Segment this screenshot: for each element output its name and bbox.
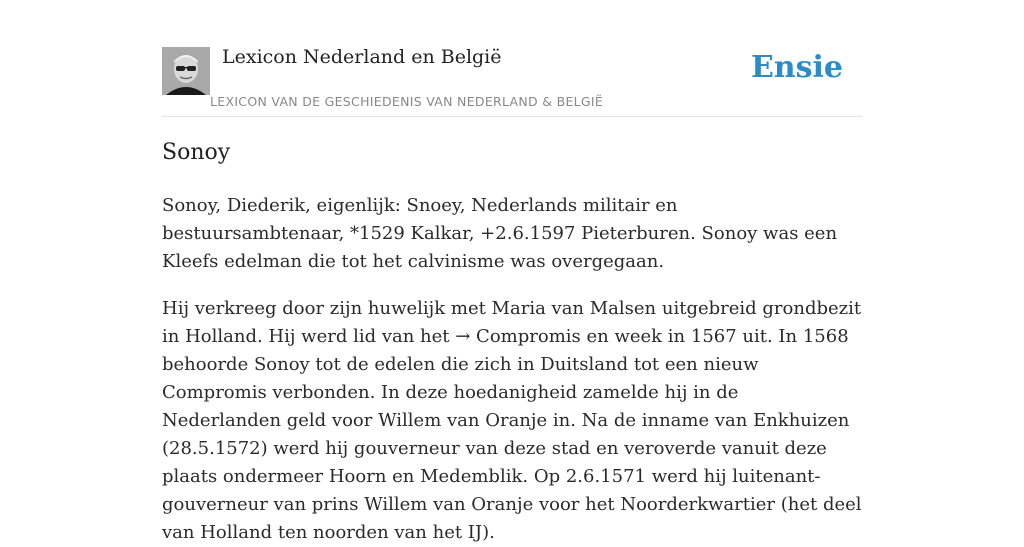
paragraph-2-text-before: Hij verkreeg door zijn huwelijk met Maria van Malsen uitgebreid grondbezit in Holland. Hij werd lid van het <box>162 298 862 347</box>
author-avatar[interactable] <box>162 47 210 95</box>
compromis-link[interactable]: → Compromis <box>455 326 581 347</box>
publication-subtitle: LEXICON VAN DE GESCHIEDENIS VAN NEDERLAND & BELGIË <box>210 94 604 109</box>
brand-logo[interactable]: Ensie <box>750 50 843 85</box>
article-paragraph-2 <box>162 295 862 547</box>
publication-header <box>162 0 862 117</box>
article-container <box>162 0 862 543</box>
publication-name[interactable]: Lexicon Nederland en België <box>222 46 502 68</box>
avatar-portrait-icon <box>162 47 210 95</box>
article-title: Sonoy <box>162 140 231 165</box>
paragraph-2-text-after: en week in 1567 uit. In 1568 behoorde Sonoy tot de edelen die zich in Duitsland tot een nieuw Compromis verbonden. In deze hoedanigheid zamelde hij in de Nederlanden geld voor Willem van Oranje in. Na de inname van Enkhuizen (28.5.1572) werd hij gouverneur van deze stad en veroverde vanuit deze plaats ondermeer Hoorn en Medemblik. Op 2.6.1571 werd hij luitenant-gouverneur van prins Willem van Oranje voor het Noorderkwartier (het deel van Holland ten noorden van het IJ). <box>162 326 862 543</box>
article-paragraph-1: Sonoy, Diederik, eigenlijk: Snoey, Nederlands militair en bestuursambtenaar, *1529 Kalkar, +2.6.1597 Pieterburen. Sonoy was een Kleefs edelman die tot het calvinisme was overgegaan. <box>162 195 838 272</box>
